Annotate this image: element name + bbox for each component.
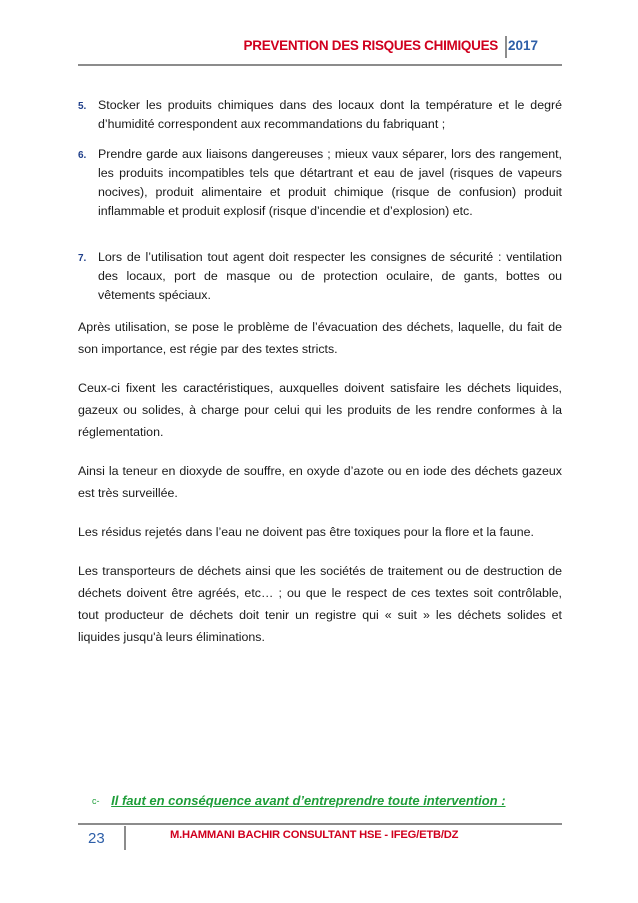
footer-divider [124, 826, 126, 850]
numbered-item-6 [78, 145, 562, 221]
paragraph: Ceux-ci fixent les caractéristiques, auxquelles doivent satisfaire les déchets liquides, gazeux ou solides, à charge pour celui qui les produits de les rendre conformes à la réglementation. [78, 381, 562, 439]
item-number: 5. [78, 101, 87, 112]
item-text: Stocker les produits chimiques dans des locaux dont la température et le degré d’humidité correspondent aux recommandations du fabriquant ; [98, 98, 562, 131]
subheading-c [92, 793, 506, 808]
numbered-item-5 [78, 96, 562, 134]
item-text: Lors de l’utilisation tout agent doit respecter les consignes de sécurité : ventilation des locaux, port de masque ou de protection oculaire, de gants, bottes ou vêtements spéciaux. [98, 250, 562, 302]
subheading-letter: c- [92, 796, 100, 806]
footer-rule [78, 823, 562, 825]
paragraph: Ainsi la teneur en dioxyde de souffre, en oxyde d’azote ou en iode des déchets gazeux est très surveillée. [78, 464, 562, 500]
page-number: 23 [88, 830, 105, 847]
header-divider [505, 36, 507, 58]
item-number: 6. [78, 150, 87, 161]
header-year: 2017 [507, 38, 538, 53]
item-number: 7. [78, 253, 87, 264]
paragraph: Les transporteurs de déchets ainsi que les sociétés de traitement ou de destruction de déchets doivent être agréés, etc… ; ou que le respect de ces textes soit contrôlable, tout producteur de déchets doit tenir un registre qui « suit » les déchets solides et liquides jusqu'à leurs éliminations. [78, 564, 562, 644]
footer-text: M.HAMMANI BACHIR CONSULTANT HSE - IFEG/ETB/DZ [170, 829, 459, 841]
numbered-item-7 [78, 248, 562, 305]
header-title: PREVENTION DES RISQUES CHIMIQUES [243, 38, 498, 53]
header-rule [78, 64, 562, 66]
subheading-text: Il faut en conséquence avant d’entreprendre toute intervention : [111, 793, 506, 808]
paragraph: Les résidus rejetés dans l’eau ne doivent pas être toxiques pour la flore et la faune. [78, 525, 534, 539]
paragraph: Après utilisation, se pose le problème de l’évacuation des déchets, laquelle, du fait de son importance, est régie par des textes stricts. [78, 320, 562, 356]
page-header [78, 32, 562, 66]
page-body [78, 96, 562, 648]
item-text: Prendre garde aux liaisons dangereuses ; mieux vaux séparer, lors des rangement, les produits incompatibles tels que détartrant et eau de javel (risques de vapeurs nocives), produit alimentaire et produit chimique (risque de confusion) produit inflammable et produit explosif (risque d’incendie et d’explosion) etc. [98, 147, 562, 218]
